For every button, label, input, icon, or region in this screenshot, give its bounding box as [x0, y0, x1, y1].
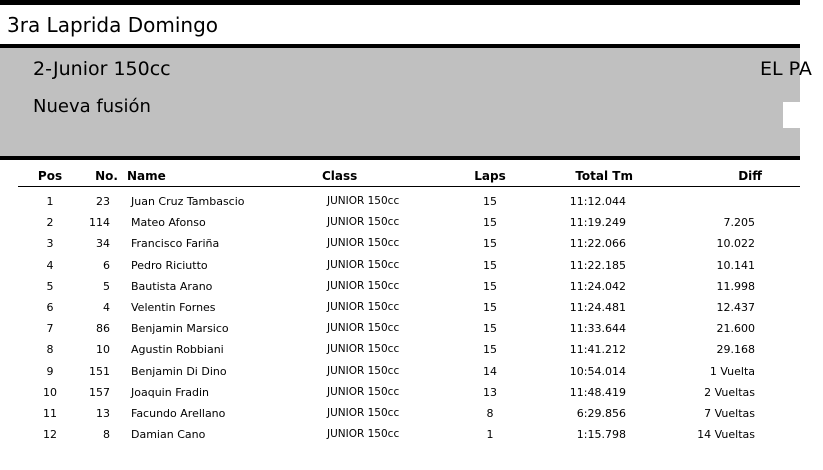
table-row: [0, 297, 800, 318]
cell-total-time: 10:54.014: [569, 364, 626, 378]
cell-laps: 15: [483, 343, 497, 357]
cell-name: Velentin Fornes: [131, 300, 216, 314]
cell-diff: 7.205: [723, 216, 755, 230]
cell-diff: 1 Vuelta: [709, 364, 755, 378]
table-row: [0, 382, 800, 403]
cell-laps: 15: [483, 279, 497, 293]
cell-name: Juan Cruz Tambascio: [131, 195, 245, 208]
cell-number: 13: [96, 406, 110, 420]
cell-diff: 29.168: [716, 343, 755, 357]
cell-diff: 11.998: [716, 279, 755, 293]
cell-class: JUNIOR 150cc: [327, 322, 400, 335]
cell-pos: 10: [43, 385, 57, 399]
cell-laps: 15: [483, 300, 497, 314]
cell-name: Bautista Arano: [131, 279, 213, 293]
top-border: [0, 0, 800, 5]
cell-total-time: 11:12.044: [569, 195, 626, 208]
cell-class: JUNIOR 150cc: [327, 216, 400, 229]
cell-total-time: 11:22.066: [569, 237, 626, 251]
table-row: [0, 318, 800, 339]
results-table: [0, 166, 800, 442]
header-laps: Laps: [474, 169, 506, 183]
cell-number: 34: [96, 237, 110, 251]
cell-number: 23: [96, 195, 110, 208]
cell-pos: 3: [46, 237, 54, 251]
cell-number: 6: [103, 258, 110, 272]
cell-number: 4: [103, 300, 110, 314]
cell-total-time: 6:29.856: [576, 406, 626, 420]
cell-laps: 14: [483, 364, 497, 378]
cell-class: JUNIOR 150cc: [327, 428, 400, 441]
cell-number: 5: [103, 279, 110, 293]
cell-total-time: 11:24.481: [569, 300, 626, 314]
cell-total-time: 11:48.419: [569, 385, 626, 399]
cell-pos: 1: [46, 195, 54, 208]
cell-diff: 14 Vueltas: [697, 428, 755, 442]
cell-laps: 1: [486, 428, 494, 442]
cell-pos: 4: [46, 258, 54, 272]
cell-laps: 15: [483, 258, 497, 272]
cell-pos: 8: [46, 343, 54, 357]
cell-name: Pedro Riciutto: [131, 258, 208, 272]
table-row: [0, 361, 800, 382]
cell-number: 151: [89, 364, 110, 378]
table-row: [0, 424, 800, 445]
cell-pos: 2: [46, 216, 54, 230]
header-class: Class: [322, 169, 358, 183]
table-row: [0, 403, 800, 424]
cell-name: Facundo Arellano: [131, 406, 226, 420]
cell-laps: 15: [483, 216, 497, 230]
cell-total-time: 11:24.042: [569, 279, 626, 293]
cell-total-time: 11:33.644: [569, 322, 626, 336]
cell-class: JUNIOR 150cc: [327, 364, 400, 377]
table-row: [0, 233, 800, 254]
cell-class: JUNIOR 150cc: [327, 237, 400, 250]
race-location: EL PA: [760, 58, 812, 80]
cell-pos: 6: [46, 300, 54, 314]
cell-laps: 8: [486, 406, 494, 420]
cell-class: JUNIOR 150cc: [327, 258, 400, 271]
cell-class: JUNIOR 150cc: [327, 343, 400, 356]
cell-name: Damian Cano: [131, 428, 206, 442]
cell-total-time: 11:22.185: [569, 258, 626, 272]
header-total: Total Tm: [575, 169, 633, 183]
table-row: [0, 276, 800, 297]
header-divider: [18, 186, 800, 187]
race-subtitle: Nueva fusión: [33, 96, 151, 117]
table-row: [0, 339, 800, 360]
cell-name: Joaquin Fradin: [131, 385, 209, 399]
cell-class: JUNIOR 150cc: [327, 300, 400, 313]
cell-name: Francisco Fariña: [131, 237, 220, 251]
cell-total-time: 11:41.212: [569, 343, 626, 357]
cell-pos: 9: [46, 364, 54, 378]
table-body: [0, 191, 800, 445]
cell-diff: 10.022: [716, 237, 755, 251]
cell-laps: 15: [483, 237, 497, 251]
header-pos: Pos: [37, 169, 63, 183]
cell-diff: 2 Vueltas: [704, 385, 755, 399]
header-no: No.: [95, 169, 118, 183]
race-header-panel: [0, 44, 812, 160]
cell-number: 157: [89, 385, 110, 399]
cell-pos: 5: [46, 279, 54, 293]
cell-laps: 15: [483, 195, 497, 208]
cell-class: JUNIOR 150cc: [327, 279, 400, 292]
header-name: Name: [127, 169, 166, 183]
cell-class: JUNIOR 150cc: [327, 385, 400, 398]
cell-name: Agustin Robbiani: [131, 343, 224, 357]
header-diff: Diff: [738, 169, 762, 183]
cell-class: JUNIOR 150cc: [327, 406, 400, 419]
cell-laps: 15: [483, 322, 497, 336]
cell-number: 114: [89, 216, 110, 230]
cell-number: 10: [96, 343, 110, 357]
cell-diff: 10.141: [716, 258, 755, 272]
cell-number: 8: [103, 428, 110, 442]
cell-total-time: 11:19.249: [569, 216, 626, 230]
cell-total-time: 1:15.798: [576, 428, 626, 442]
cell-pos: 11: [43, 406, 57, 420]
cell-diff: 12.437: [716, 300, 755, 314]
cell-class: JUNIOR 150cc: [327, 195, 400, 207]
cell-pos: 7: [46, 322, 54, 336]
cell-name: Mateo Afonso: [131, 216, 206, 230]
race-name: 2-Junior 150cc: [33, 58, 171, 80]
table-row: [0, 212, 800, 233]
logo-box: [783, 102, 823, 128]
cell-diff: 7 Vueltas: [704, 406, 755, 420]
cell-name: Benjamin Marsico: [131, 322, 229, 336]
table-header: [0, 166, 800, 186]
event-title: 3ra Laprida Domingo: [7, 13, 219, 37]
table-row: [0, 255, 800, 276]
cell-diff: 21.600: [716, 322, 755, 336]
table-row: [0, 191, 800, 212]
cell-pos: 12: [43, 428, 57, 442]
cell-number: 86: [96, 322, 110, 336]
cell-name: Benjamin Di Dino: [131, 364, 227, 378]
cell-laps: 13: [483, 385, 497, 399]
